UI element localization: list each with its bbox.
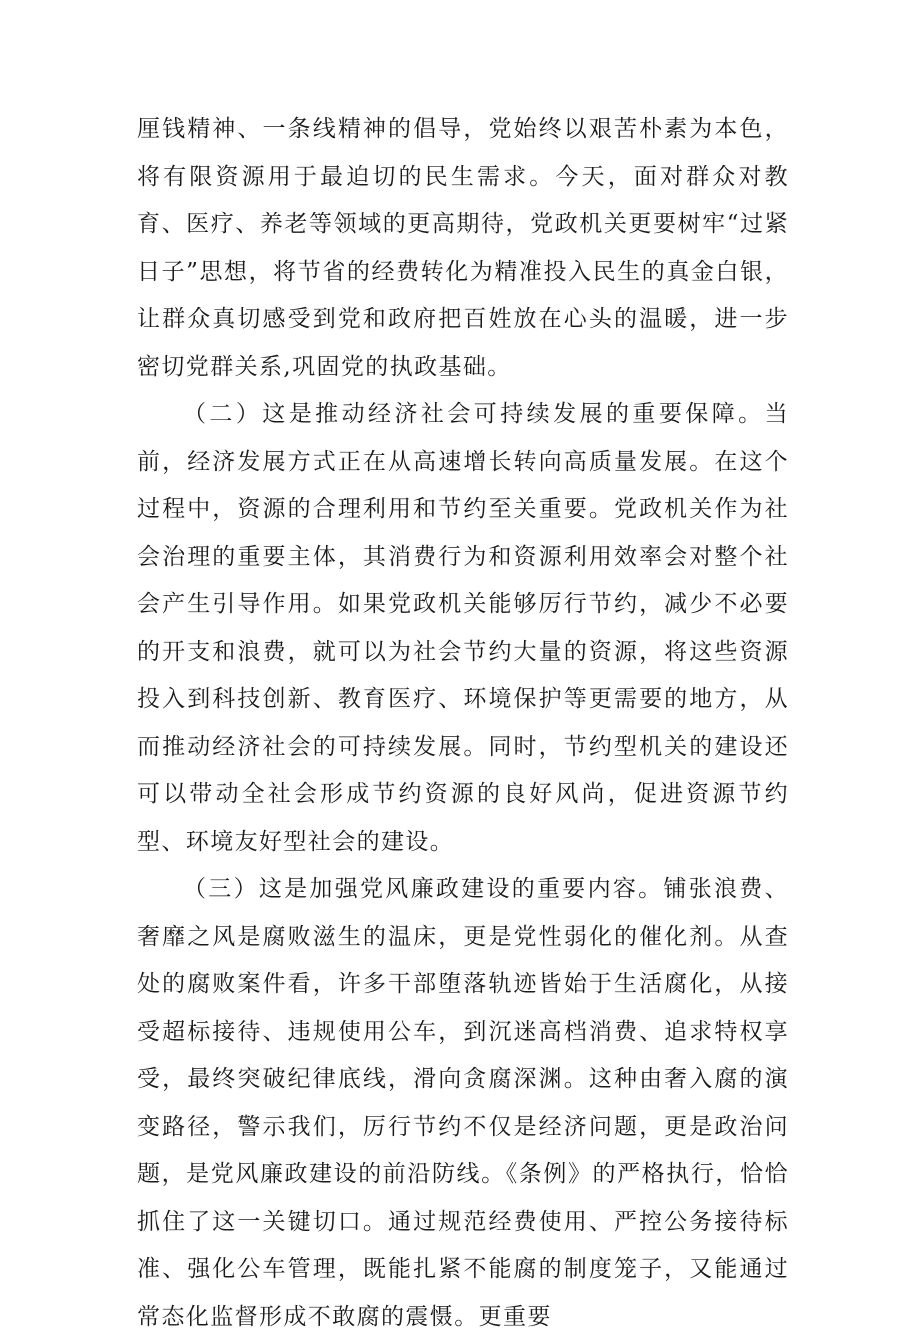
paragraph-section-two: （二）这是推动经济社会可持续发展的重要保障。当前，经济发展方式正在从高速增长转向高质量发展。在这个过程中，资源的合理利用和节约至关重要。党政机关作为社会治理的重要主体，其消费行为和资源利用效率会对整个社会产生引导作用。如果党政机关能够厉行节约，减少不必要的开支和浪费，就可以为社会节约大量的资源，将这些资源投入到科技创新、教育医疗、环境保护等更需要的地方，从而推动经济社会的可持续发展。同时，节约型机关的建设还可以带动全社会形成节约资源的良好风尚，促进资源节约型、环境友好型社会的建设。 — [137, 401, 789, 855]
document-body — [137, 106, 789, 1341]
paragraph-section-three: （三）这是加强党风廉政建设的重要内容。铺张浪费、奢靡之风是腐败滋生的温床，更是党性弱化的催化剂。从查处的腐败案件看，许多干部堕落轨迹皆始于生活腐化，从接受超标接待、违规使用公车，到沉迷高档消费、追求特权享受，最终突破纪律底线，滑向贪腐深渊。这种由奢入腐的演变路径，警示我们，厉行节约不仅是经济问题，更是政治问题，是党风廉政建设的前沿防线。《条例》的严格执行，恰恰抓住了这一关键切口。通过规范经费使用、严控公务接待标准、强化公车管理，既能扎紧不能腐的制度笼子，又能通过常态化监督形成不敢腐的震慑。更重要 — [137, 876, 789, 1330]
paragraph-continuation: 厘钱精神、一条线精神的倡导，党始终以艰苦朴素为本色，将有限资源用于最迫切的民生需求。今天，面对群众对教育、医疗、养老等领域的更高期待，党政机关更要树牢“过紧日子”思想，将节省的经费转化为精准投入民生的真金白银，让群众真切感受到党和政府把百姓放在心头的温暖，进一步密切党群关系,巩固党的执政基础。 — [137, 116, 789, 380]
